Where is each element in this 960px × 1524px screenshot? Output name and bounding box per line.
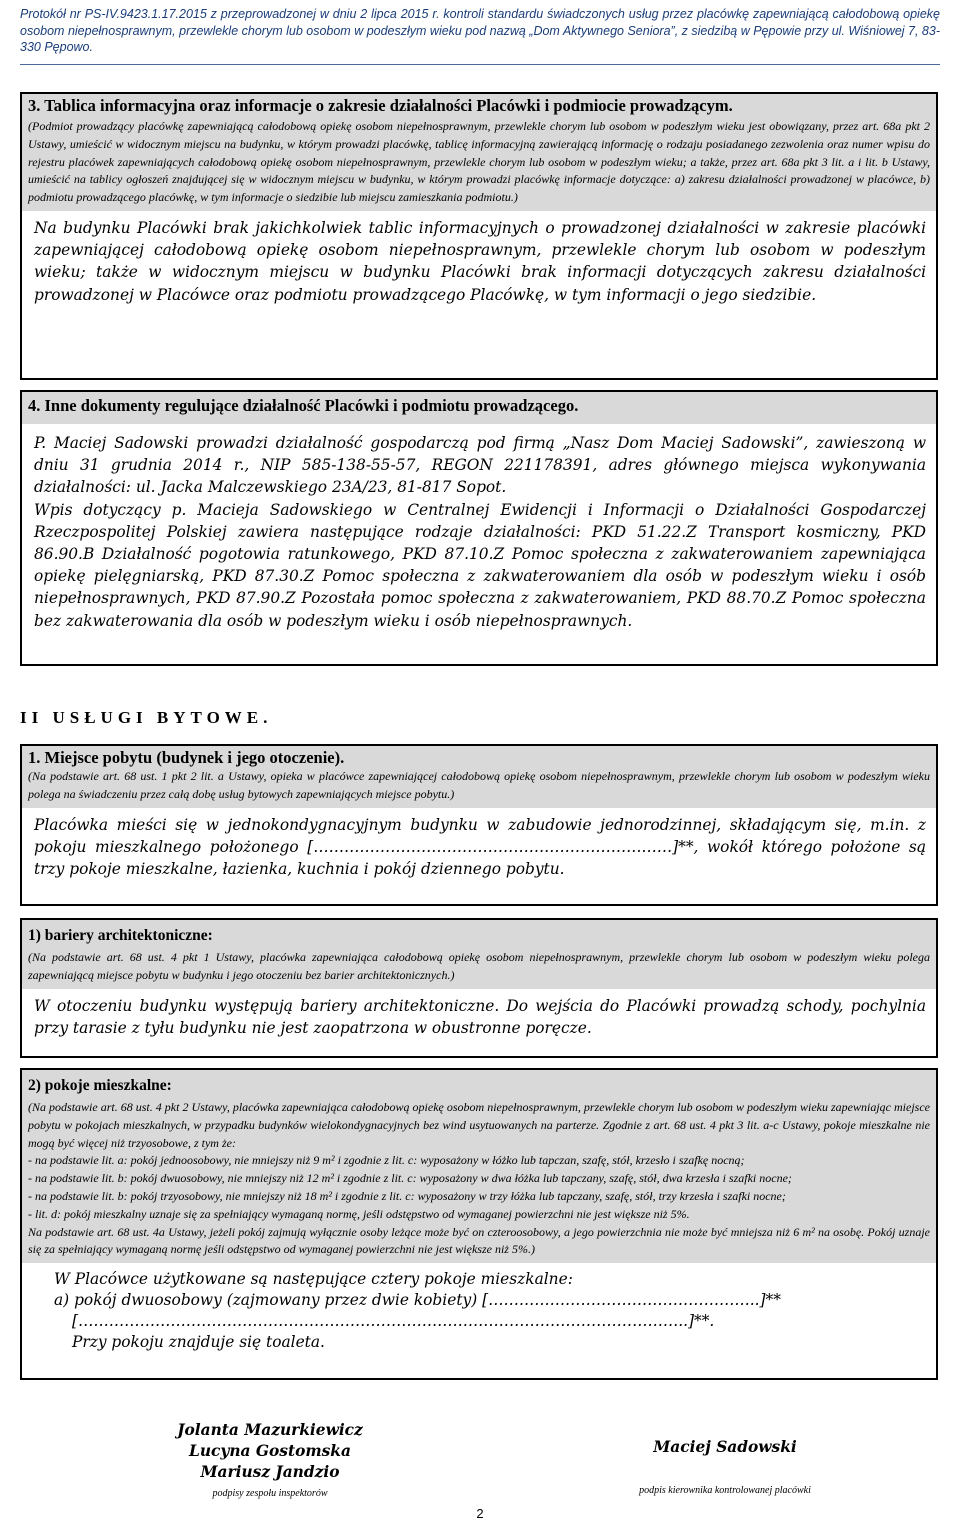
rooms-list-item: - na podstawie lit. b: pokój dwuosobowy, nie mniejszy niż 12 m² i zgodnie z lit. c: wyposażony w dwa łóżka lub tapczany, szafę, stół, dwa krzesła i szafki nocne; <box>28 1171 792 1186</box>
section-1-body: Placówka mieści się w jednokondygnacyjnym budynku w zabudowie jednorodzinnej, składającym się, m.in. z pokoju mieszkalnego położonego [……………………………………………………….……]**, wokół którego położone są trzy pokoje mieszkalne, łazienka, kuchnia i pokój dziennego pobytu. <box>34 815 926 878</box>
manager-name: Maciej Sadowski <box>653 1438 797 1456</box>
rooms-body-b: [………………………………………………………………………………………………………..]**. <box>72 1312 715 1331</box>
section-3-band <box>22 94 936 211</box>
rooms-list-item: - na podstawie lit. b: pokój trzyosobowy, nie mniejszy niż 18 m² i zgodnie z lit. c: wyposażony w trzy łóżka lub tapczany, szafę, stół, trzy krzesła i szafki nocne; <box>28 1188 786 1203</box>
barriers-title: 1) bariery architektoniczne: <box>28 927 213 944</box>
barriers-band <box>22 920 936 989</box>
section-3-box <box>20 92 938 380</box>
inspectors-caption: podpisy zespołu inspektorów <box>212 1488 328 1499</box>
page-number: 2 <box>476 1506 484 1521</box>
barriers-note: (Na podstawie art. 68 ust. 4 pkt 1 Ustawy, placówka zapewniająca całodobową opiekę osobom niepełnosprawnym, przewlekle chorym lub osobom w podeszłym wieku polega zapewniającą miejsce pobytu w budynku i jego otoczeniu bez barier architektonicznych.) <box>28 950 930 982</box>
barriers-body: W otoczeniu budynku występują bariery architektoniczne. Do wejścia do Placówki prowadzą schody, pochylnia przy tarasie z tyłu budynku nie jest zaopatrzona w obustronne poręcze. <box>34 996 926 1037</box>
section-4-box <box>20 390 938 666</box>
section-1-box <box>20 744 938 906</box>
rooms-body-c: Przy pokoju znajduje się toaleta. <box>72 1333 325 1352</box>
manager-signature <box>600 1437 850 1501</box>
section-4-body <box>22 424 936 640</box>
section-3-note: (Podmiot prowadzący placówkę zapewniającą całodobową opiekę osobom niepełnosprawnym, przewlekle chorym lub osobom w podeszłym wieku jest obowiązany, przez art. 68a pkt 2 Ustawy, umieścić w widocznym miejscu na budynku, w którym prowadzi placówkę, tablicę informacyjną zawierającą informację o rodzaju posiadanego zezwolenia oraz numer wpisu do rejestru placówek zapewniających całodobową opiekę osobom niepełnosprawnym, przewlekle chorym lub osobom w podeszłym wieku; a także, przez art. 68a pkt 3 lit. a i lit. b Ustawy, umieścić na tablicy ogłoszeń znajdującej się w widocznym miejscu w budynku, w którym prowadzi placówkę informacje dotyczące: a) zakresu działalności prowadzonej w placówce, b) podmiotu prowadzącego placówkę, w tym informacje o siedzibie lub miejscu zamieszkania podmiotu.) <box>28 119 930 205</box>
document-header <box>20 6 940 56</box>
rooms-title: 2) pokoje mieszkalne: <box>28 1077 172 1094</box>
section-3-title: 3. Tablica informacyjna oraz informacje o zakresie działalności Placówki i podmiocie prowadzącym. <box>28 96 733 115</box>
rooms-body <box>22 1263 936 1361</box>
rooms-note-1: (Na podstawie art. 68 ust. 4 pkt 2 Ustawy, placówka zapewniająca całodobową opiekę osobom niepełnosprawnym, przewlekle chorym lub osobom w podeszłym wieku zapewniając miejsce pobytu w pokojach mieszkalnych, w przypadku budynków wielokondygnacyjnych bez wind usytuowanych na parterze. Zgodnie z art. 68 ust. 4 pkt 3 lit. a-c Ustawy, pokoje mieszkalne nie mogą być więcej niż trzyosobowe, z tym że: <box>28 1100 930 1150</box>
section-4-body-2: Wpis dotyczący p. Macieja Sadowskiego w Centralnej Ewidencji i Informacji o Działalności Gospodarczej Rzeczpospolitej Polskiej zawiera następujące rodzaje działalności: PKD 51.22.Z Transport kosmiczny, PKD 86.90.B Działalność pogotowia ratunkowego, PKD 87.10.Z Pomoc społeczna z zakwaterowaniem zapewniająca opiekę pielęgniarską, PKD 87.30.Z Pomoc społeczna z zakwaterowaniem dla osób w podeszłym wieku i osób niepełnosprawnych, PKD 87.90.Z Pozostała pomoc społeczna z zakwaterowaniem, PKD 88.70.Z Pomoc społeczna bez zakwaterowania dla osób w podeszłym wieku i osób niepełnosprawnych. <box>34 500 926 630</box>
section-1-title: 1. Miejsce pobytu (budynek i jego otoczenie). <box>28 748 345 767</box>
section-1-band <box>22 746 936 808</box>
inspector-name: Lucyna Gostomska <box>189 1442 351 1460</box>
rooms-list-item: - lit. d: pokój mieszkalny uznaje się za spełniający wymaganą normę, jeśli odstępstwo od wymaganej powierzchni nie jest większe niż 5%. <box>28 1206 690 1221</box>
inspector-name: Mariusz Jandzio <box>200 1463 340 1481</box>
rooms-body-a: a) pokój dwuosobowy (zajmowany przez dwie kobiety) [……………………………………………..]** <box>54 1291 781 1310</box>
manager-caption: podpis kierownika kontrolowanej placówki <box>639 1485 811 1496</box>
barriers-box <box>20 918 938 1058</box>
header-rule <box>20 64 940 65</box>
inspector-name: Jolanta Mazurkiewicz <box>177 1421 363 1439</box>
inspectors-signatures <box>120 1420 420 1504</box>
section-3-body: Na budynku Placówki brak jakichkolwiek tablic informacyjnych o prowadzonej działalności w zakresie placówki zapewniającej całodobową opiekę osobom niepełnosprawnym, przewlekle chorym lub osobom w podeszłym wieku; także w widocznym miejscu w budynku Placówki brak informacji dotyczących zakresu działalności prowadzonej w Placówce oraz podmiotu prowadzącego Placówkę, w tym informacji o jego siedzibie. <box>34 218 926 304</box>
section-4-band <box>22 392 936 424</box>
rooms-band <box>22 1070 936 1263</box>
rooms-note-2: Na podstawie art. 68 ust. 4a Ustawy, jeżeli pokój zajmują wyłącznie osoby leżące może być on czteroosobowy, a jego powierzchnia nie może być mniejsza niż 6 m² na osobę. Pokój uznaje się za spełniający wymaganą normę jeśli odstępstwo od wymaganej powierzchni nie jest większe niż 5%.) <box>28 1224 930 1257</box>
section-4-title: 4. Inne dokumenty regulujące działalność Placówki i podmiotu prowadzącego. <box>28 396 579 415</box>
section-ii-title: II USŁUGI BYTOWE. <box>20 708 273 727</box>
header-text: Protokół nr PS-IV.9423.1.17.2015 z przeprowadzonej w dniu 2 lipca 2015 r. kontroli standardu świadczonych usług przez placówkę zapewniającą całodobową opiekę osobom niepełnosprawnym, przewlekle chorym lub osobom w podeszłym wieku pod nazwą „Dom Aktywnego Seniora”, z siedzibą w Pępowie przy ul. Wiśniowej 7, 83-330 Pępowo. <box>20 7 940 54</box>
rooms-list-item: - na podstawie lit. a: pokój jednoosobowy, nie mniejszy niż 9 m² i zgodnie z lit. c: wyposażony w łóżko lub tapczan, szafę, stół, krzesło i szafkę nocną; <box>28 1153 745 1168</box>
section-1-note: (Na podstawie art. 68 ust. 1 pkt 2 lit. a Ustawy, opieka w placówce zapewniającej całodobową opiekę osobom niepełnosprawnym, przewlekle chorym lub osobom w podeszłym wieku polega na świadczeniu przez całą dobę usług bytowych zapewniających miejsce pobytu.) <box>28 769 930 801</box>
rooms-body-intro: W Placówce użytkowane są następujące cztery pokoje mieszkalne: <box>54 1270 573 1289</box>
section-4-body-1: P. Maciej Sadowski prowadzi działalność gospodarczą pod firmą „Nasz Dom Maciej Sadowski”, zawieszoną w dniu 31 grudnia 2014 r., NIP 585-138-55-57, REGON 221178391, adres głównego miejsca wykonywania działalności: ul. Jacka Malczewskiego 23A/23, 81-817 Sopot. <box>34 434 926 497</box>
rooms-box <box>20 1068 938 1380</box>
